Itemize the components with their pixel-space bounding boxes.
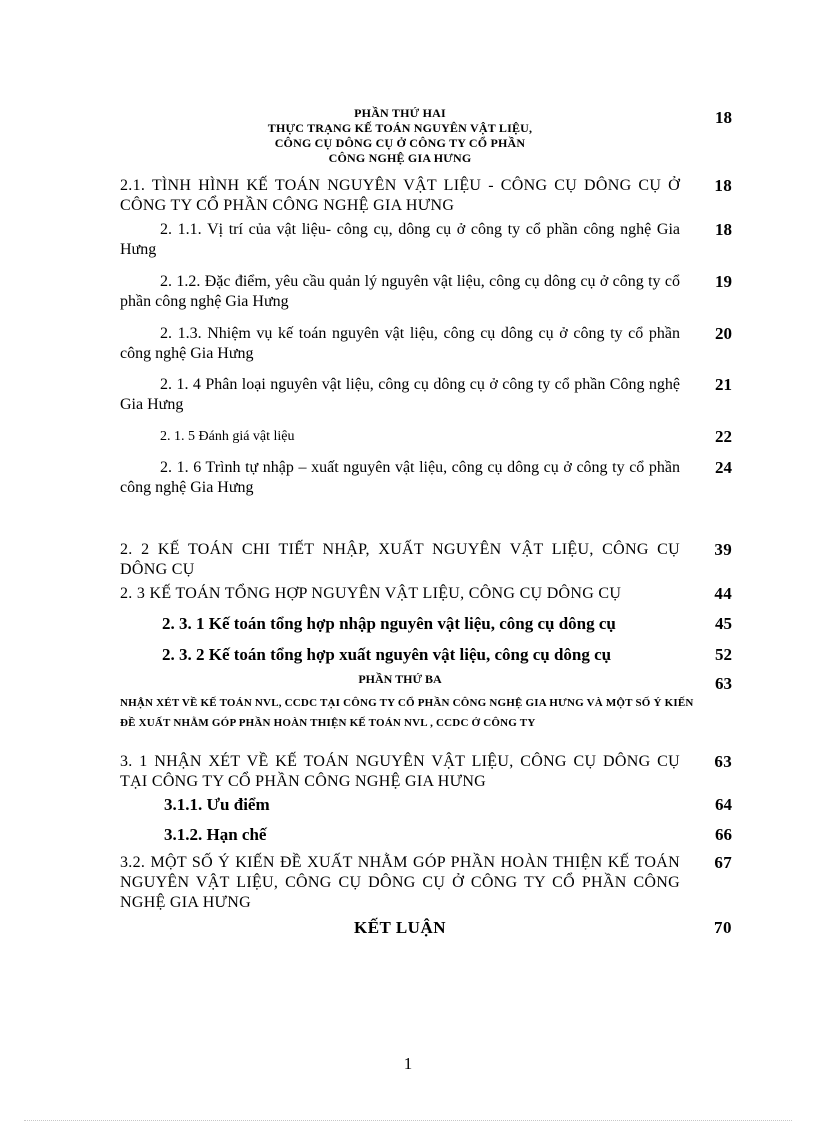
toc-entry-2-3-1	[120, 614, 760, 634]
part-two-title: PHẦN THỨ HAI	[354, 106, 446, 120]
toc-entry-text: 2. 3. 2 Kế toán tổng hợp xuất nguyên vật liệu, công cụ dông cụ	[162, 645, 612, 664]
part-two-subtitle-line-3: CÔNG NGHỆ GIA HƯNG	[328, 151, 472, 165]
toc-entry-2-1-1	[120, 220, 760, 260]
part-two-heading	[120, 106, 760, 166]
toc-entry-text: 2. 1. 5 Đánh giá vật liệu	[160, 429, 295, 444]
page-number-part-three: 63	[715, 674, 732, 693]
part-three-description	[120, 693, 760, 733]
toc-entry-text: 2. 3 KẾ TOÁN TỔNG HỢP NGUYÊN VẬT LIỆU, CÔNG CỤ DÔNG CỤ	[120, 585, 622, 602]
toc-entry-page: 22	[715, 427, 732, 446]
toc-entry-2-1	[120, 176, 760, 216]
toc-entry-2-3	[120, 584, 760, 604]
toc-entry-text: 2. 1. 6 Trình tự nhập – xuất nguyên vật liệu, công cụ dông cụ ở công ty cổ phần công nghệ Gia Hưng	[120, 459, 680, 496]
toc-entry-2-1-6	[120, 458, 760, 498]
toc-entry-2-2	[120, 540, 760, 580]
toc-entry-page: 39	[714, 540, 732, 559]
toc-entry-3-1-2	[120, 825, 760, 845]
page-number: 1	[403, 1054, 413, 1073]
toc-entry-2-3-2	[120, 645, 760, 665]
toc-entry-page: 20	[715, 324, 732, 343]
toc-entry-text: 2.1. TÌNH HÌNH KẾ TOÁN NGUYÊN VẬT LIỆU - CÔNG CỤ DÔNG CỤ Ở CÔNG TY CỔ PHẦN CÔNG NGHỆ GIA HƯNG	[120, 177, 680, 214]
toc-entry-text: 2. 1.2. Đặc điểm, yêu cầu quản lý nguyên vật liệu, công cụ dông cụ ở công ty cổ phần công nghệ Gia Hưng	[120, 273, 680, 310]
toc-entry-text: 3.1.1. Ưu điểm	[164, 795, 270, 814]
toc-entry-page: 19	[715, 272, 732, 291]
toc-entry-page: 24	[715, 458, 732, 477]
toc-entry-2-1-3	[120, 324, 760, 364]
toc-entry-page: 70	[714, 918, 732, 937]
toc-entry-text: 3.2. MỘT SỐ Ý KIẾN ĐỀ XUẤT NHẰM GÓP PHẦN HOÀN THIỆN KẾ TOÁN NGUYÊN VẬT LIỆU, CÔNG CỤ DÔNG CỤ Ở CÔNG TY CỔ PHẦN CÔNG NGHỆ GIA HƯNG	[120, 854, 680, 911]
toc-entry-page: 66	[715, 825, 732, 844]
conclusion-title: KẾT LUẬN	[353, 918, 446, 937]
page-bottom-divider	[24, 1120, 792, 1121]
page-number-part-two: 18	[715, 108, 732, 127]
toc-entry-3-2	[120, 853, 760, 913]
toc-entry-page: 52	[715, 645, 732, 664]
toc-entry-text: 2. 1. 4 Phân loại nguyên vật liệu, công cụ dông cụ ở công ty cổ phần Công nghệ Gia Hưng	[120, 376, 680, 413]
toc-entry-conclusion	[120, 918, 760, 938]
toc-entry-3-1-1	[120, 795, 760, 815]
toc-entry-2-1-2	[120, 272, 760, 312]
toc-entry-page: 64	[715, 795, 732, 814]
toc-entry-text: 2. 1.3. Nhiệm vụ kế toán nguyên vật liệu, công cụ dông cụ ở công ty cổ phần công nghệ Gia Hưng	[120, 325, 680, 362]
toc-entry-page: 45	[715, 614, 732, 633]
toc-entry-page: 21	[715, 375, 732, 394]
part-three-title: PHẦN THỨ BA	[358, 672, 442, 686]
toc-entry-page: 67	[714, 853, 732, 872]
part-three-heading	[120, 672, 760, 693]
toc-entry-text: 3. 1 NHẬN XÉT VỀ KẾ TOÁN NGUYÊN VẬT LIỆU, CÔNG CỤ DÔNG CỤ TẠI CÔNG TY CỔ PHẦN CÔNG NGHỆ GIA HƯNG	[120, 753, 680, 790]
toc-entry-page: 18	[714, 176, 732, 195]
toc-entry-page: 18	[715, 220, 732, 239]
part-two-subtitle-line-1: THỰC TRẠNG KẾ TOÁN NGUYÊN VẬT LIỆU,	[267, 121, 533, 135]
part-three-description-text: NHẬN XÉT VỀ KẾ TOÁN NVL, CCDC TẠI CÔNG TY CỔ PHẦN CÔNG NGHỆ GIA HƯNG VÀ MỘT SỐ Ý KIẾN ĐỀ XUẤT NHẰM GÓP PHẦN HOÀN THIỆN KẾ TOÁN NVL , CCDC Ở CÔNG TY	[120, 697, 694, 729]
toc-entry-text: 2. 1.1. Vị trí của vật liệu- công cụ, dông cụ ở công ty cổ phần công nghệ Gia Hưng	[120, 221, 680, 258]
toc-entry-text: 2. 3. 1 Kế toán tổng hợp nhập nguyên vật liệu, công cụ dông cụ	[162, 614, 616, 633]
toc-entry-2-1-5	[120, 427, 760, 447]
part-two-subtitle-line-2: CÔNG CỤ DÔNG CỤ Ở CÔNG TY CỔ PHẦN	[274, 136, 526, 150]
toc-entry-text: 2. 2 KẾ TOÁN CHI TIẾT NHẬP, XUẤT NGUYÊN VẬT LIỆU, CÔNG CỤ DÔNG CỤ	[120, 541, 680, 578]
toc-entry-page: 63	[714, 752, 732, 771]
toc-entry-2-1-4	[120, 375, 760, 415]
toc-entry-page: 44	[714, 584, 732, 603]
toc-entry-3-1	[120, 752, 760, 792]
toc-entry-text: 3.1.2. Hạn chế	[164, 825, 267, 844]
